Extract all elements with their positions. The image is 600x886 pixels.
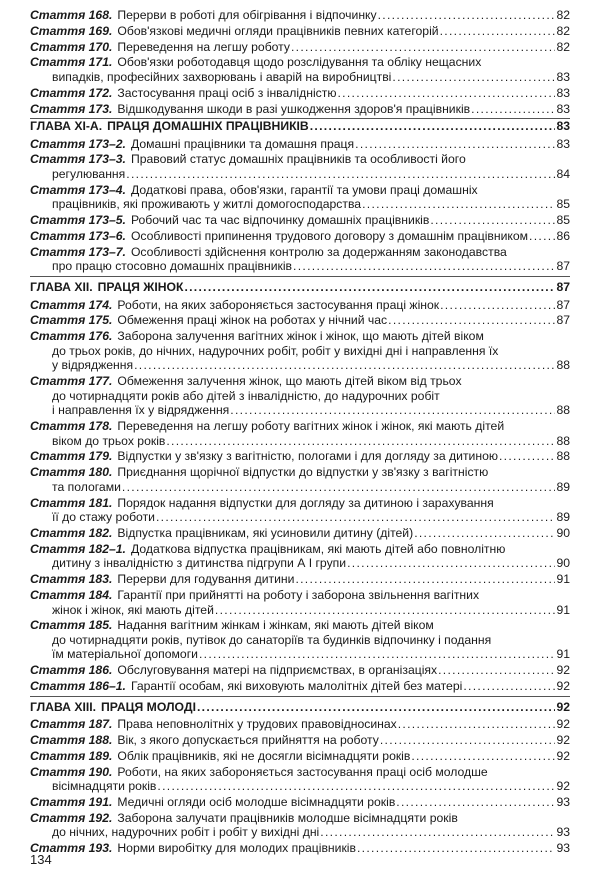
article-entry[interactable] [30, 183, 570, 212]
entry-line [30, 119, 570, 134]
entry-line [30, 86, 570, 101]
dot-leader [310, 119, 556, 134]
article-title: Домашні працівники та домашня праця [130, 136, 355, 151]
article-label: Стаття 186–1. [30, 679, 126, 694]
entry-line [30, 55, 570, 70]
article-title: Обмеження залучення жінок, що мають дітей віком від трьох [117, 374, 462, 389]
dot-leader [414, 526, 555, 541]
dot-leader [398, 717, 556, 732]
page-ref: 88 [556, 403, 570, 418]
article-label: Стаття 173–4. [30, 182, 126, 197]
entry-line [30, 841, 570, 856]
page-ref: 89 [556, 479, 570, 494]
page-ref: 92 [556, 733, 570, 747]
entry-line [30, 280, 570, 295]
article-entry[interactable] [30, 213, 570, 228]
article-label: Стаття 177. [30, 374, 113, 389]
article-title: Обов'язки роботодавця щодо розслідування та обліку нещасних [117, 55, 482, 70]
article-label: Стаття 180. [30, 465, 113, 480]
entry-line [30, 480, 570, 495]
page-ref: 89 [556, 510, 570, 525]
page-ref: 83 [556, 69, 570, 84]
dot-leader [197, 700, 555, 715]
article-entry[interactable] [30, 733, 570, 748]
article-entry[interactable] [30, 137, 570, 152]
entry-line [30, 618, 570, 633]
dot-leader [157, 779, 555, 794]
article-entry[interactable] [30, 55, 570, 84]
chapter-title: ПРАЦЯ ДОМАШНІХ ПРАЦІВНИКІВ [107, 119, 309, 134]
article-entry[interactable] [30, 102, 570, 117]
entry-line [30, 588, 570, 603]
table-of-contents [30, 8, 570, 857]
dot-leader [126, 167, 555, 182]
chapter-label: ГЛАВА XII. [30, 279, 93, 294]
article-entry[interactable] [30, 717, 570, 732]
article-title: про працю стосовно домашніх працівників [52, 259, 293, 274]
article-entry[interactable] [30, 465, 570, 494]
article-title: дитину з інвалідністю з дитинства підгрупи А І групи [52, 556, 347, 571]
dot-leader [357, 841, 555, 856]
article-label: Стаття 168. [30, 8, 113, 22]
page-ref: 90 [556, 556, 570, 571]
article-label: Стаття 173. [30, 101, 113, 116]
entry-line [30, 213, 570, 228]
entry-line [30, 40, 570, 55]
article-label: Стаття 181. [30, 495, 113, 510]
article-title: її до стажу роботи [52, 510, 155, 525]
entry-line [30, 197, 570, 212]
page-ref: 93 [556, 841, 570, 856]
dot-leader [392, 70, 555, 85]
dot-leader [440, 24, 556, 39]
page-ref: 91 [556, 647, 570, 662]
article-title: вісімнадцяти років [52, 779, 157, 794]
article-entry[interactable] [30, 152, 570, 181]
article-entry[interactable] [30, 313, 570, 328]
dot-leader [362, 197, 555, 212]
article-label: Стаття 190. [30, 764, 113, 779]
article-title: працівників, які проживають у житлі домогосподарства [52, 197, 362, 212]
article-entry[interactable] [30, 526, 570, 541]
article-title: Переведення на легшу роботу вагітних жінок і жінок, які мають дітей [117, 419, 505, 434]
article-title: Гарантії особам, які виховують малолітніх дітей без матері [130, 679, 463, 694]
article-label: Стаття 173–5. [30, 213, 126, 228]
article-entry[interactable] [30, 329, 570, 373]
dot-leader [440, 298, 555, 313]
dot-leader [295, 572, 555, 587]
article-title: Надання вагітним жінкам і жінкам, які мають дітей віком [117, 618, 434, 633]
entry-line [30, 749, 570, 764]
article-label: Стаття 188. [30, 733, 113, 747]
entry-line [30, 496, 570, 511]
dot-leader [293, 259, 555, 274]
article-title: Додаткові права, обов'язки, гарантії та умови праці домашніх [130, 182, 478, 197]
article-label: Стаття 173–3. [30, 152, 126, 167]
page-ref: 82 [556, 8, 570, 22]
entry-line [30, 733, 570, 748]
article-title: та пологами [52, 479, 121, 494]
article-title: Обмеження праці жінок на роботах у нічний час [117, 313, 388, 328]
article-label: Стаття 169. [30, 23, 113, 38]
dot-leader [471, 102, 555, 117]
chapter-entry[interactable] [30, 700, 570, 715]
article-label: Стаття 173–7. [30, 244, 126, 259]
entry-line [30, 329, 570, 344]
entry-line [30, 663, 570, 678]
article-entry[interactable] [30, 795, 570, 810]
article-entry[interactable] [30, 663, 570, 678]
dot-leader [396, 795, 555, 810]
article-entry[interactable] [30, 245, 570, 274]
article-label: Стаття 187. [30, 717, 113, 732]
entry-line [30, 795, 570, 810]
entry-line [30, 70, 570, 85]
entry-line [30, 825, 570, 840]
article-title: у відрядження [52, 358, 134, 373]
article-label: Стаття 173–2. [30, 136, 126, 151]
article-entry[interactable] [30, 765, 570, 794]
page-ref: 92 [556, 699, 570, 714]
chapter-label: ГЛАВА XI-А. [30, 119, 103, 134]
entry-line [30, 389, 570, 404]
dot-leader [355, 137, 555, 152]
entry-line [30, 102, 570, 117]
article-entry[interactable] [30, 374, 570, 418]
article-title: Особливості здійснення контролю за додержанням законодавства [130, 244, 507, 259]
article-title: Додаткова відпустка працівникам, які мають дітей або повнолітню [130, 541, 506, 556]
article-entry[interactable] [30, 229, 570, 244]
article-label: Стаття 174. [30, 297, 113, 312]
article-entry[interactable] [30, 749, 570, 764]
chapter-title: ПРАЦЯ ЖІНОК [97, 279, 184, 294]
entry-line [30, 811, 570, 826]
article-label: Стаття 182. [30, 525, 113, 540]
entry-line [30, 779, 570, 794]
article-title: Облік працівників, які не досягли вісімнадцяти років [117, 748, 411, 763]
entry-line [30, 183, 570, 198]
article-title: Вік, з якого допускається прийняття на роботу [117, 733, 379, 747]
entry-line [30, 765, 570, 780]
entry-line [30, 526, 570, 541]
entry-line [30, 298, 570, 313]
article-title: Обов'язкові медичні огляди працівників певних категорій [117, 23, 439, 38]
article-entry[interactable] [30, 572, 570, 587]
entry-line [30, 259, 570, 274]
article-title: Норми виробітку для молодих працівників [117, 841, 356, 856]
dot-leader [463, 679, 555, 694]
article-entry[interactable] [30, 24, 570, 39]
entry-line [30, 152, 570, 167]
page-ref: 87 [556, 259, 570, 274]
entry-line [30, 633, 570, 648]
article-title: до чотирнадцяти років, путівок до санаторіїв та будинків відпочинку і подання [52, 632, 492, 647]
page-ref: 87 [556, 297, 570, 312]
dot-leader [320, 825, 555, 840]
dot-leader [122, 480, 556, 495]
page-ref: 90 [556, 525, 570, 540]
article-title: Медичні огляди осіб молодше вісімнадцяти років [117, 794, 396, 809]
page-ref: 92 [556, 717, 570, 732]
entry-line [30, 647, 570, 662]
dot-leader [380, 733, 556, 748]
article-title: Приєднання щорічної відпустки до відпустки у зв'язку з вагітністю [117, 465, 489, 480]
entry-line [30, 556, 570, 571]
dot-leader [347, 556, 555, 571]
article-title: Заборона залучати працівників молодше вісімнадцяти років [117, 810, 458, 825]
entry-line [30, 679, 570, 694]
entry-line [30, 229, 570, 244]
article-title: випадків, професійних захворювань і аварій на виробництві [52, 69, 392, 84]
entry-line [30, 167, 570, 182]
page-ref: 85 [556, 213, 570, 228]
chapter-title: ПРАЦЯ МОЛОДІ [101, 699, 196, 714]
article-title: віком до трьох років [52, 433, 166, 448]
entry-line [30, 245, 570, 260]
article-title: Відшкодування шкоди в разі ушкодження здоров'я працівників [117, 101, 471, 116]
article-entry[interactable] [30, 588, 570, 617]
page-ref: 91 [556, 602, 570, 617]
article-title: до чотирнадцяти років або дітей з інвалідністю, до надурочних робіт [52, 388, 440, 403]
page-ref: 83 [556, 85, 570, 100]
chapter-divider [30, 696, 570, 697]
page-ref: 82 [556, 23, 570, 38]
article-entry[interactable] [30, 841, 570, 856]
article-entry[interactable] [30, 419, 570, 448]
dot-leader [184, 280, 555, 295]
article-label: Стаття 179. [30, 449, 113, 464]
page-ref: 87 [556, 279, 570, 294]
dot-leader [291, 40, 555, 55]
dot-leader [388, 313, 555, 328]
article-label: Стаття 182–1. [30, 541, 126, 556]
entry-line [30, 542, 570, 557]
article-title: і направлення їх у відрядження [52, 403, 230, 418]
page-ref: 83 [556, 136, 570, 151]
article-title: регулювання [52, 167, 126, 182]
chapter-divider [30, 276, 570, 277]
article-label: Стаття 171. [30, 55, 113, 70]
article-label: Стаття 172. [30, 85, 113, 100]
entry-line [30, 374, 570, 389]
page-ref: 88 [556, 449, 570, 464]
dot-leader [499, 449, 555, 464]
dot-leader [215, 603, 556, 618]
article-entry[interactable] [30, 298, 570, 313]
dot-leader [156, 510, 555, 525]
article-title: Правовий статус домашніх працівників та особливості його [130, 152, 466, 167]
entry-line [30, 572, 570, 587]
entry-line [30, 358, 570, 373]
page-ref: 92 [556, 748, 570, 763]
entry-line [30, 434, 570, 449]
article-label: Стаття 186. [30, 663, 113, 678]
article-title: Права неповнолітніх у трудових правовідносинах [117, 717, 397, 732]
chapter-entry[interactable] [30, 119, 570, 134]
article-entry[interactable] [30, 86, 570, 101]
article-label: Стаття 191. [30, 794, 113, 809]
page-ref: 92 [556, 679, 570, 694]
page-ref: 88 [556, 358, 570, 373]
article-entry[interactable] [30, 618, 570, 662]
entry-line [30, 717, 570, 732]
page-number: 134 [30, 852, 52, 867]
article-label: Стаття 184. [30, 587, 113, 602]
dot-leader [230, 403, 555, 418]
article-title: Перерви в роботі для обігрівання і відпочинку [117, 8, 377, 22]
page-ref: 85 [556, 197, 570, 212]
entry-line [30, 449, 570, 464]
page-ref: 83 [556, 101, 570, 116]
entry-line [30, 344, 570, 359]
article-entry[interactable] [30, 542, 570, 571]
article-label: Стаття 189. [30, 748, 113, 763]
article-label: Стаття 173–6. [30, 229, 126, 243]
page-ref: 82 [556, 39, 570, 54]
article-title: Заборона залучення вагітних жінок і жінок, що мають дітей віком [117, 329, 484, 344]
page-ref: 83 [556, 119, 570, 134]
page-ref: 86 [556, 229, 570, 243]
article-title: Порядок надання відпустки для догляду за дитиною і зарахування [117, 495, 494, 510]
article-title: Застосування праці осіб з інвалідністю [117, 85, 337, 100]
chapter-label: ГЛАВА XIII. [30, 699, 97, 714]
article-title: Роботи, на яких забороняється застосування праці жінок [117, 297, 440, 312]
page-ref: 88 [556, 433, 570, 448]
article-label: Стаття 185. [30, 618, 113, 633]
article-label: Стаття 178. [30, 419, 113, 434]
article-title: Особливості припинення трудового договору з домашнім працівником [130, 229, 529, 243]
page-ref: 93 [556, 794, 570, 809]
entry-line [30, 700, 570, 715]
article-title: до трьох років, до нічних, надурочних робіт, робіт у вихідні дні і направлення їх [52, 343, 499, 358]
article-entry[interactable] [30, 449, 570, 464]
article-title: Перерви для годування дитини [117, 572, 295, 587]
article-title: до нічних, надурочних робіт і робіт у вихідні дні [52, 825, 320, 840]
article-label: Стаття 170. [30, 39, 113, 54]
article-entry[interactable] [30, 679, 570, 694]
dot-leader [529, 229, 555, 244]
article-entry[interactable] [30, 811, 570, 840]
entry-line [30, 419, 570, 434]
article-entry[interactable] [30, 496, 570, 525]
article-entry[interactable] [30, 8, 570, 23]
dot-leader [166, 434, 555, 449]
entry-line [30, 603, 570, 618]
dot-leader [199, 647, 555, 662]
chapter-entry[interactable] [30, 280, 570, 295]
article-title: жінок і жінок, які мають дітей [52, 602, 214, 617]
article-label: Стаття 175. [30, 313, 113, 328]
dot-leader [337, 86, 555, 101]
article-title: Відпустка працівникам, які усиновили дитину (дітей) [117, 525, 414, 540]
article-label: Стаття 193. [30, 841, 113, 856]
article-title: Переведення на легшу роботу [117, 39, 290, 54]
dot-leader [411, 749, 555, 764]
page-ref: 84 [556, 167, 570, 182]
entry-line [30, 313, 570, 328]
entry-line [30, 24, 570, 39]
entry-line [30, 137, 570, 152]
article-label: Стаття 192. [30, 810, 113, 825]
entry-line [30, 403, 570, 418]
entry-line [30, 510, 570, 525]
article-title: Робочий час та час відпочинку домашніх працівників [130, 213, 430, 228]
entry-line [30, 8, 570, 23]
entry-line [30, 465, 570, 480]
article-title: Гарантії при прийнятті на роботу і заборона звільнення вагітних [117, 587, 480, 602]
page-ref: 92 [556, 663, 570, 678]
dot-leader [378, 8, 556, 23]
article-label: Стаття 183. [30, 572, 113, 587]
page-ref: 93 [556, 825, 570, 840]
page-ref: 91 [556, 572, 570, 587]
article-title: Роботи, на яких забороняється застосування праці осіб молодше [117, 764, 488, 779]
dot-leader [438, 663, 555, 678]
article-title: їм матеріальної допомоги [52, 647, 198, 662]
article-title: Обслуговування матері на підприємствах, в організаціях [117, 663, 438, 678]
article-entry[interactable] [30, 40, 570, 55]
dot-leader [430, 213, 555, 228]
page-ref: 87 [556, 313, 570, 328]
article-title: Відпустки у зв'язку з вагітністю, пологами і для догляду за дитиною [117, 449, 498, 464]
page-ref: 92 [556, 779, 570, 794]
article-label: Стаття 176. [30, 329, 113, 344]
dot-leader [134, 358, 555, 373]
